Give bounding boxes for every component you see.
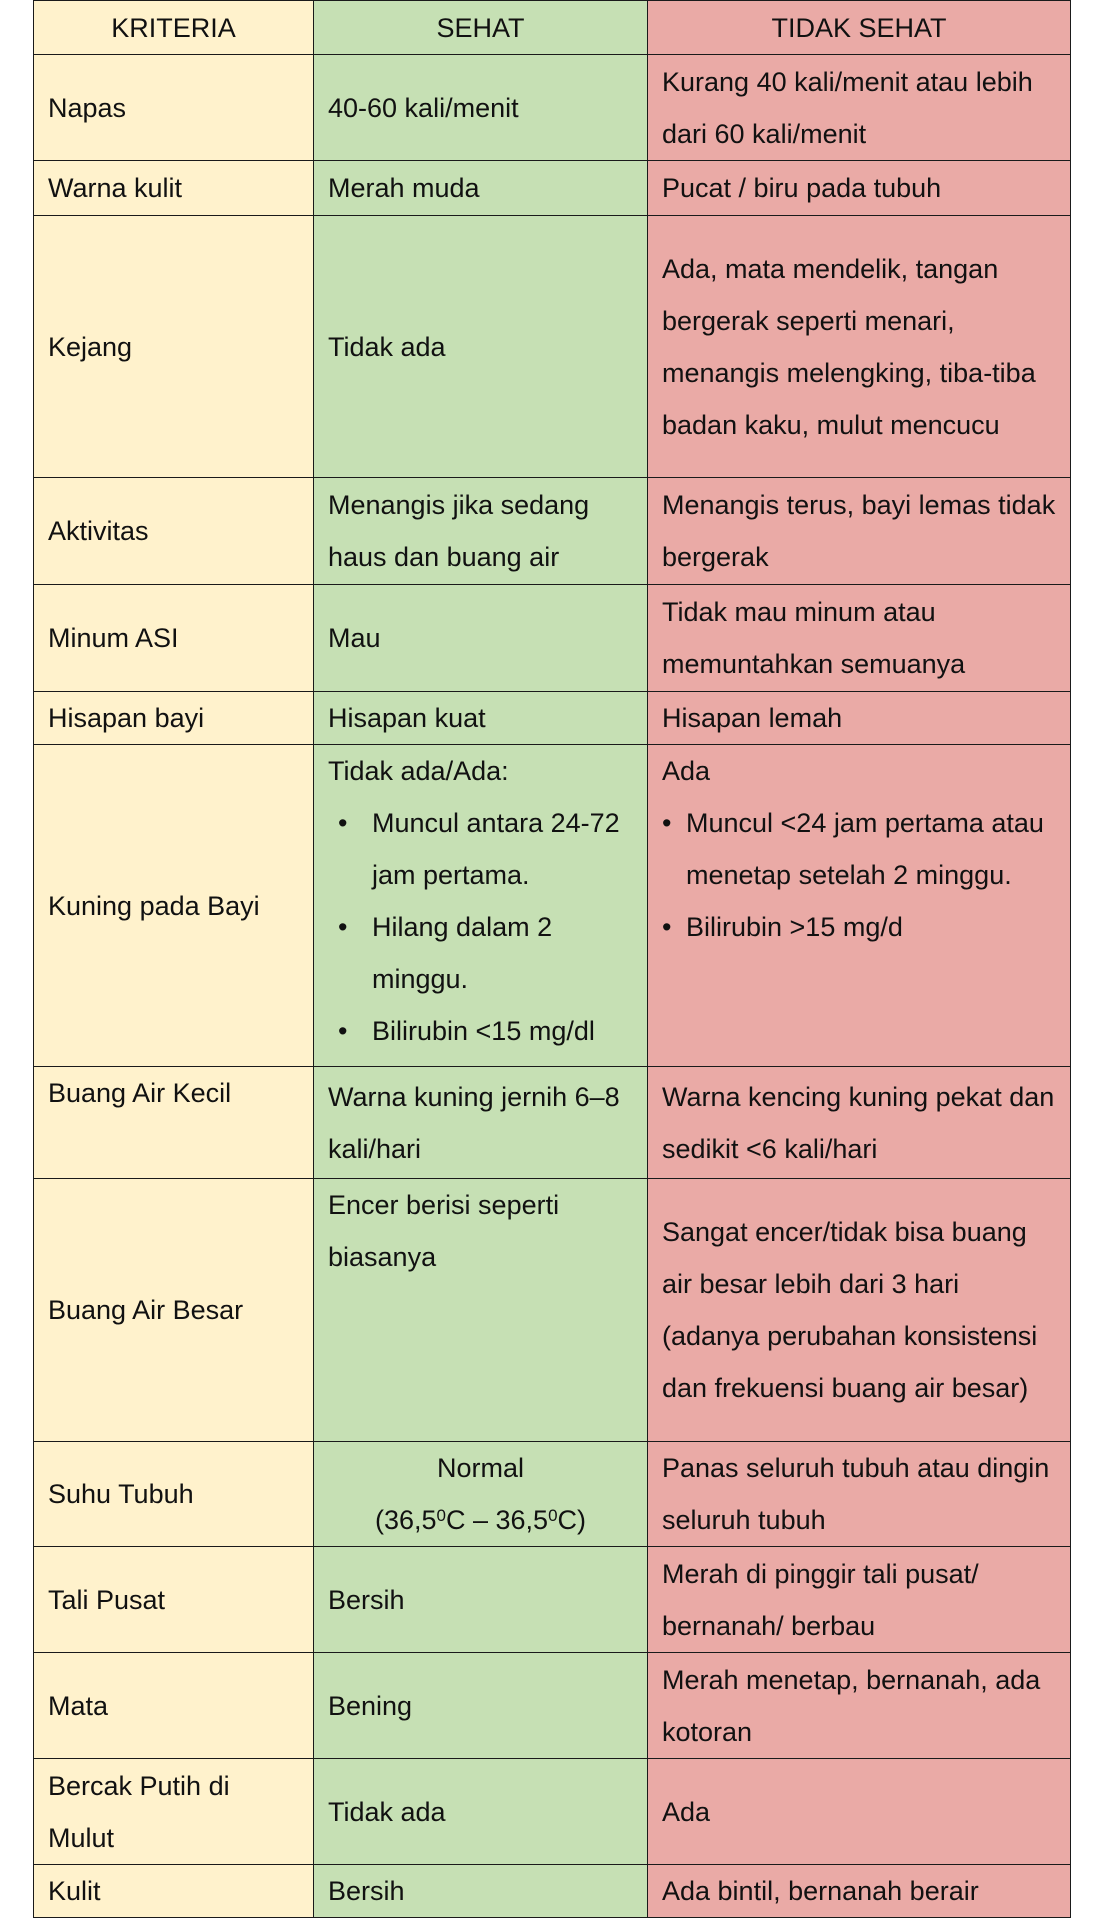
- sehat-cell: [314, 745, 648, 1067]
- table-row: [34, 585, 1071, 692]
- suhu-normal-label: Normal: [436, 1453, 524, 1483]
- tidak-sehat-cell: Pucat / biru pada tubuh: [648, 161, 1071, 216]
- kriteria-cell: Napas: [34, 55, 314, 161]
- tidak-sehat-cell: Tidak mau minum atau memuntahkan semuanya: [648, 585, 1071, 692]
- sehat-cell: Tidak ada: [314, 216, 648, 478]
- list-item: • Bilirubin <15 mg/dl: [328, 1005, 633, 1057]
- tidak-sehat-list: [662, 797, 1056, 953]
- table-row: [34, 1653, 1071, 1759]
- kriteria-cell: Suhu Tubuh: [34, 1442, 314, 1547]
- sehat-cell: 40-60 kali/menit: [314, 55, 648, 161]
- kriteria-cell: Tali Pusat: [34, 1547, 314, 1653]
- tidak-sehat-cell: Ada, mata mendelik, tangan bergerak seperti menari, menangis melengking, tiba-tiba badan kaku, mulut mencucu: [648, 216, 1071, 478]
- header-tidak-sehat: TIDAK SEHAT: [648, 1, 1071, 55]
- degree-sup: 0: [436, 1506, 446, 1525]
- list-item: • Hilang dalam 2 minggu.: [328, 901, 633, 1005]
- tidak-sehat-cell: Warna kencing kuning pekat dan sedikit <6 kali/hari: [648, 1067, 1071, 1179]
- sehat-cell: Encer berisi seperti biasanya: [314, 1179, 648, 1442]
- header-kriteria: KRITERIA: [34, 1, 314, 55]
- list-item: • Muncul <24 jam pertama atau menetap setelah 2 minggu.: [662, 797, 1056, 901]
- tidak-sehat-cell: Merah di pinggir tali pusat/ bernanah/ berbau: [648, 1547, 1071, 1653]
- table-row: [34, 1067, 1071, 1179]
- table-row: [34, 1547, 1071, 1653]
- table-row: [34, 745, 1071, 1067]
- list-item: • Bilirubin >15 mg/d: [662, 901, 1056, 953]
- kriteria-cell: Hisapan bayi: [34, 692, 314, 745]
- suhu-range-part: C): [557, 1505, 587, 1535]
- sehat-cell: Tidak ada: [314, 1759, 648, 1865]
- sehat-cell: Merah muda: [314, 161, 648, 216]
- kriteria-cell: Mata: [34, 1653, 314, 1759]
- suhu-range-part: (36,5: [374, 1505, 437, 1535]
- sehat-list: [328, 797, 633, 1057]
- tidak-sehat-cell: Hisapan lemah: [648, 692, 1071, 745]
- kriteria-cell: Buang Air Besar: [34, 1179, 314, 1442]
- sehat-cell: [314, 1442, 648, 1547]
- kriteria-cell: Kulit: [34, 1865, 314, 1918]
- table-row: [34, 55, 1071, 161]
- table-row: [34, 1179, 1071, 1442]
- tidak-sehat-cell: Kurang 40 kali/menit atau lebih dari 60 kali/menit: [648, 55, 1071, 161]
- kriteria-cell: Bercak Putih di Mulut: [34, 1759, 314, 1865]
- tidak-sehat-cell: Ada: [648, 1759, 1071, 1865]
- sehat-cell: Mau: [314, 585, 648, 692]
- sehat-intro: Tidak ada/Ada:: [328, 756, 509, 786]
- header-row: [34, 1, 1071, 55]
- sehat-cell: Bersih: [314, 1865, 648, 1918]
- sehat-cell: Bening: [314, 1653, 648, 1759]
- kriteria-cell: Buang Air Kecil: [34, 1067, 314, 1179]
- sehat-cell: Bersih: [314, 1547, 648, 1653]
- tidak-sehat-cell: Panas seluruh tubuh atau dingin seluruh tubuh: [648, 1442, 1071, 1547]
- tidak-sehat-cell: Ada bintil, bernanah berair: [648, 1865, 1071, 1918]
- table-row: [34, 692, 1071, 745]
- table-row: [34, 478, 1071, 585]
- tidak-sehat-cell: Merah menetap, bernanah, ada kotoran: [648, 1653, 1071, 1759]
- tidak-sehat-cell: [648, 745, 1071, 1067]
- suhu-range-part: C – 36,5: [445, 1505, 549, 1535]
- table-row: [34, 1759, 1071, 1865]
- header-sehat: SEHAT: [314, 1, 648, 55]
- tidak-sehat-intro: Ada: [662, 756, 711, 786]
- kriteria-cell: Aktivitas: [34, 478, 314, 585]
- kriteria-cell: Minum ASI: [34, 585, 314, 692]
- list-item: • Muncul antara 24-72 jam pertama.: [328, 797, 633, 901]
- tidak-sehat-cell: Menangis terus, bayi lemas tidak bergerak: [648, 478, 1071, 585]
- suhu-range: [328, 1494, 633, 1546]
- table-row: [34, 161, 1071, 216]
- kriteria-cell: Warna kulit: [34, 161, 314, 216]
- table-row: [34, 216, 1071, 478]
- table-row: [34, 1865, 1071, 1918]
- kriteria-cell: Kejang: [34, 216, 314, 478]
- table-row: [34, 1442, 1071, 1547]
- sehat-cell: Hisapan kuat: [314, 692, 648, 745]
- kriteria-cell: Kuning pada Bayi: [34, 745, 314, 1067]
- sehat-cell: Warna kuning jernih 6–8 kali/hari: [314, 1067, 648, 1179]
- health-criteria-table: [33, 0, 1071, 1918]
- tidak-sehat-cell: Sangat encer/tidak bisa buang air besar lebih dari 3 hari (adanya perubahan konsistensi dan frekuensi buang air besar): [648, 1179, 1071, 1442]
- degree-sup: 0: [548, 1506, 558, 1525]
- sehat-cell: Menangis jika sedang haus dan buang air: [314, 478, 648, 585]
